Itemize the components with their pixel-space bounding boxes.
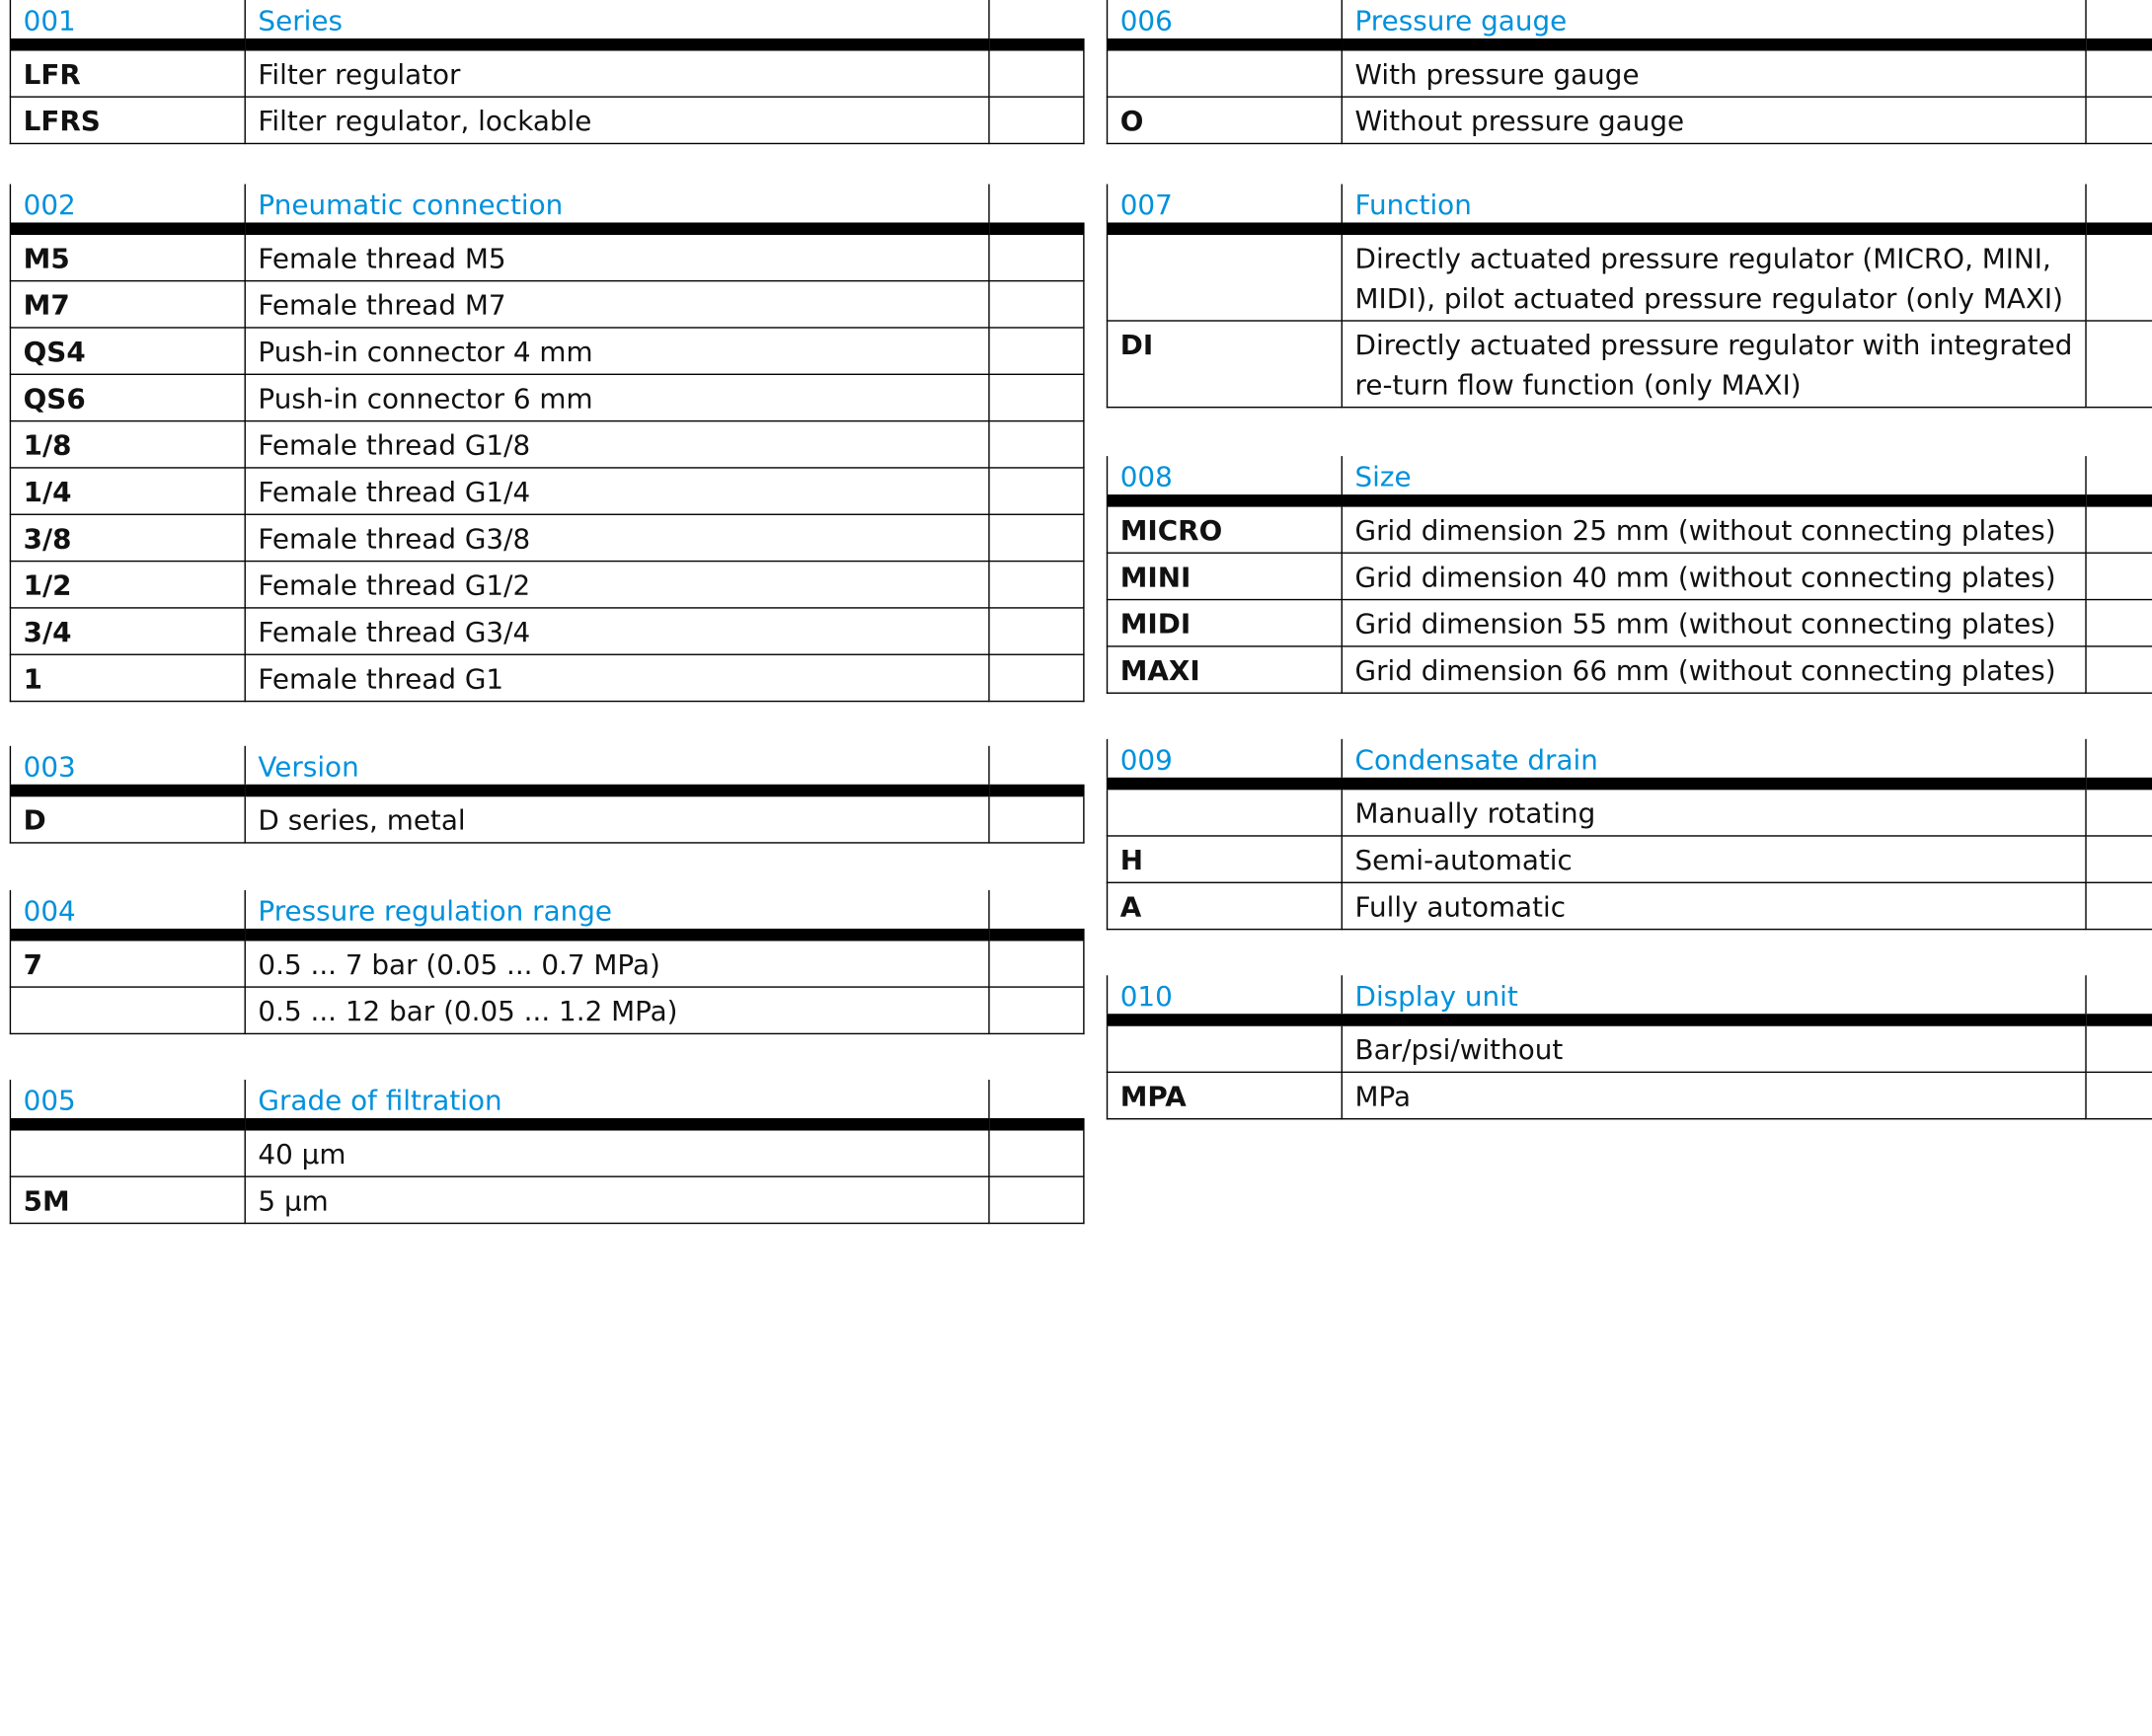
option-description: Push-in connector 6 mm (245, 374, 989, 420)
option-code: QS4 (10, 328, 245, 374)
option-description: Female thread G1/8 (245, 421, 989, 468)
table-row (1108, 321, 2152, 408)
section-number: 005 (10, 1080, 245, 1124)
section-title: Grade of filtration (245, 1080, 989, 1124)
option-code (10, 1124, 245, 1176)
option-description: D series, metal (245, 791, 989, 843)
option-code: LFR (10, 44, 245, 97)
selection-cell[interactable] (2086, 553, 2152, 599)
table-row (10, 468, 1083, 514)
option-code: H (1108, 836, 1343, 882)
option-code: 1 (10, 654, 245, 701)
table-header (1108, 975, 2152, 1019)
selection-cell[interactable] (989, 1124, 1083, 1176)
table-row (1108, 882, 2152, 929)
table-row (10, 608, 1083, 654)
header-spacer (989, 890, 1083, 935)
table-header (1108, 456, 2152, 500)
option-code: 1/8 (10, 421, 245, 468)
option-code: D (10, 791, 245, 843)
table-row (1108, 1019, 2152, 1072)
table-row (1108, 646, 2152, 693)
option-description: Manually rotating (1342, 784, 2086, 836)
selection-cell[interactable] (989, 608, 1083, 654)
selection-cell[interactable] (2086, 600, 2152, 646)
table-pressure-gauge (1107, 0, 2152, 144)
option-code: O (1108, 97, 1343, 143)
table-row (10, 935, 1083, 987)
table-row (1108, 836, 2152, 882)
section-number: 009 (1108, 739, 1343, 784)
table-condensate-drain (1107, 739, 2152, 930)
option-code: LFRS (10, 97, 245, 143)
section-number: 008 (1108, 456, 1343, 500)
table-header (10, 890, 1083, 935)
table-row (10, 229, 1083, 281)
table-header (10, 0, 1083, 44)
table-grade-of-filtration (10, 1080, 1084, 1224)
selection-cell[interactable] (989, 935, 1083, 987)
table-row (10, 374, 1083, 420)
option-description: Grid dimension 25 mm (without connecting plates) (1342, 500, 2086, 553)
header-spacer (2086, 185, 2152, 229)
selection-cell[interactable] (989, 654, 1083, 701)
table-row (10, 562, 1083, 608)
option-description: Grid dimension 55 mm (without connecting plates) (1342, 600, 2086, 646)
option-description: 0.5 ... 7 bar (0.05 ... 0.7 MPa) (245, 935, 989, 987)
selection-cell[interactable] (2086, 1019, 2152, 1072)
option-description: Female thread M7 (245, 281, 989, 328)
option-description: Bar/psi/without (1342, 1019, 2086, 1072)
selection-cell[interactable] (2086, 784, 2152, 836)
table-row (1108, 97, 2152, 143)
option-code: MICRO (1108, 500, 1343, 553)
section-number: 001 (10, 0, 245, 44)
section-title: Pressure gauge (1342, 0, 2086, 44)
section-title: Size (1342, 456, 2086, 500)
header-spacer (2086, 975, 2152, 1019)
selection-cell[interactable] (989, 1176, 1083, 1223)
option-description: With pressure gauge (1342, 44, 2086, 97)
table-header (1108, 0, 2152, 44)
option-code: 7 (10, 935, 245, 987)
table-header (10, 185, 1083, 229)
option-code: 3/8 (10, 514, 245, 561)
table-row (1108, 44, 2152, 97)
selection-cell[interactable] (2086, 882, 2152, 929)
table-series (10, 0, 1084, 144)
option-description: Filter regulator, lockable (245, 97, 989, 143)
option-description: MPa (1342, 1072, 2086, 1118)
option-code (1108, 44, 1343, 97)
option-code: MPA (1108, 1072, 1343, 1118)
option-description: Directly actuated pressure regulator (MICRO, MINI, MIDI), pilot actuated pressure regulator (only MAXI) (1342, 229, 2086, 321)
option-code: MAXI (1108, 646, 1343, 693)
table-row (10, 987, 1083, 1033)
option-description: Directly actuated pressure regulator with integrated re-turn flow function (only MAXI) (1342, 321, 2086, 408)
table-function (1107, 185, 2152, 409)
section-number: 010 (1108, 975, 1343, 1019)
option-description: Filter regulator (245, 44, 989, 97)
table-pneumatic-connection (10, 185, 1084, 703)
option-code: 1/4 (10, 468, 245, 514)
table-header (1108, 739, 2152, 784)
option-code: DI (1108, 321, 1343, 408)
table-pressure-regulation-range (10, 890, 1084, 1034)
selection-cell[interactable] (989, 44, 1083, 97)
option-description: Female thread G1/2 (245, 562, 989, 608)
header-spacer (989, 1080, 1083, 1124)
selection-cell[interactable] (989, 328, 1083, 374)
table-header (10, 1080, 1083, 1124)
table-row (1108, 500, 2152, 553)
selection-cell[interactable] (989, 514, 1083, 561)
section-title: Pneumatic connection (245, 185, 989, 229)
option-code: M5 (10, 229, 245, 281)
option-code: MINI (1108, 553, 1343, 599)
header-spacer (989, 746, 1083, 791)
selection-cell[interactable] (989, 281, 1083, 328)
header-spacer (2086, 456, 2152, 500)
option-code (1108, 229, 1343, 321)
option-description: Female thread G3/4 (245, 608, 989, 654)
selection-cell[interactable] (2086, 1072, 2152, 1118)
option-code (10, 987, 245, 1033)
header-spacer (2086, 739, 2152, 784)
table-row (10, 1176, 1083, 1223)
header-spacer (989, 0, 1083, 44)
option-description: 0.5 ... 12 bar (0.05 ... 1.2 MPa) (245, 987, 989, 1033)
selection-cell[interactable] (2086, 836, 2152, 882)
table-row (10, 97, 1083, 143)
selection-cell[interactable] (2086, 44, 2152, 97)
option-code: 1/2 (10, 562, 245, 608)
table-row (10, 281, 1083, 328)
section-number: 004 (10, 890, 245, 935)
option-code: 3/4 (10, 608, 245, 654)
selection-cell[interactable] (989, 791, 1083, 843)
option-description: Grid dimension 40 mm (without connecting plates) (1342, 553, 2086, 599)
table-row (10, 1124, 1083, 1176)
table-row (10, 654, 1083, 701)
selection-cell[interactable] (2086, 646, 2152, 693)
table-row (1108, 553, 2152, 599)
selection-cell[interactable] (2086, 97, 2152, 143)
header-spacer (989, 185, 1083, 229)
option-description: Fully automatic (1342, 882, 2086, 929)
section-number: 006 (1108, 0, 1343, 44)
selection-cell[interactable] (989, 468, 1083, 514)
table-version (10, 746, 1084, 844)
selection-cell[interactable] (989, 97, 1083, 143)
table-row (10, 421, 1083, 468)
option-description: Female thread M5 (245, 229, 989, 281)
table-row (1108, 784, 2152, 836)
section-number: 007 (1108, 185, 1343, 229)
selection-cell[interactable] (989, 374, 1083, 420)
selection-cell[interactable] (2086, 229, 2152, 321)
option-code: 5M (10, 1176, 245, 1223)
table-size (1107, 456, 2152, 694)
table-row (10, 791, 1083, 843)
section-title: Function (1342, 185, 2086, 229)
option-code: QS6 (10, 374, 245, 420)
header-spacer (2086, 0, 2152, 44)
option-description: Without pressure gauge (1342, 97, 2086, 143)
option-description: Female thread G3/8 (245, 514, 989, 561)
table-row (10, 328, 1083, 374)
section-number: 003 (10, 746, 245, 791)
selection-cell[interactable] (989, 229, 1083, 281)
section-title: Display unit (1342, 975, 2086, 1019)
option-description: 5 µm (245, 1176, 989, 1223)
option-description: Female thread G1/4 (245, 468, 989, 514)
selection-cell[interactable] (989, 562, 1083, 608)
section-number: 002 (10, 185, 245, 229)
option-code: M7 (10, 281, 245, 328)
selection-cell[interactable] (2086, 500, 2152, 553)
table-row (1108, 229, 2152, 321)
table-display-unit (1107, 975, 2152, 1119)
section-title: Pressure regulation range (245, 890, 989, 935)
selection-cell[interactable] (2086, 321, 2152, 408)
table-header (1108, 185, 2152, 229)
option-description: Push-in connector 4 mm (245, 328, 989, 374)
section-title: Version (245, 746, 989, 791)
option-description: Female thread G1 (245, 654, 989, 701)
table-header (10, 746, 1083, 791)
option-description: 40 µm (245, 1124, 989, 1176)
option-description: Grid dimension 66 mm (without connecting plates) (1342, 646, 2086, 693)
option-code (1108, 784, 1343, 836)
section-title: Condensate drain (1342, 739, 2086, 784)
selection-cell[interactable] (989, 987, 1083, 1033)
table-row (1108, 1072, 2152, 1118)
option-code: A (1108, 882, 1343, 929)
option-description: Semi-automatic (1342, 836, 2086, 882)
table-row (1108, 600, 2152, 646)
table-row (10, 44, 1083, 97)
option-code: MIDI (1108, 600, 1343, 646)
table-row (10, 514, 1083, 561)
selection-cell[interactable] (989, 421, 1083, 468)
option-code (1108, 1019, 1343, 1072)
section-title: Series (245, 0, 989, 44)
